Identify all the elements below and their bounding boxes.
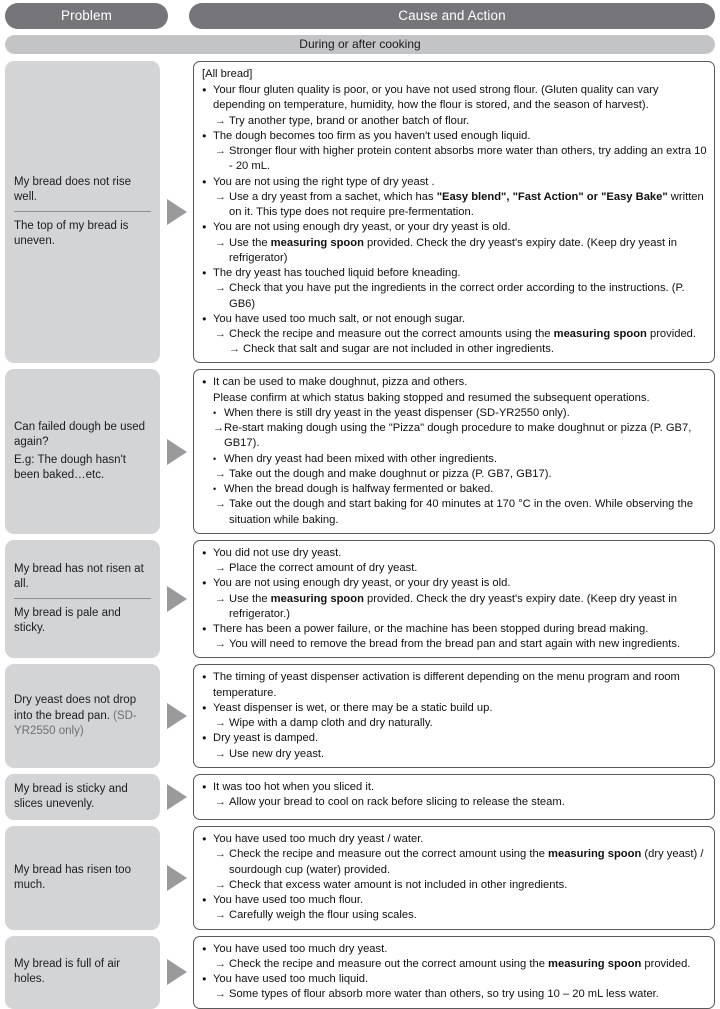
arrow-right-text-icon [213,421,224,436]
cause-item [202,312,707,327]
arrow-right-text-icon [215,957,229,972]
problem-text: My bread has risen too much. [14,863,131,891]
problem-text: Can failed dough be used again? [14,420,146,448]
cause-item [202,452,707,467]
cause-item [202,780,707,795]
bullet-icon [202,701,213,716]
arrow-right-text-icon [215,144,229,159]
row-arrow-container [160,61,193,363]
cause-item-text: Check that salt and sugar are not included in other ingredients. [243,343,554,356]
cause-item [202,893,707,908]
cause-item-text: There has been a power failure, or the machine has been stopped during bread making. [213,622,649,635]
cause-item [202,421,707,451]
problem-text: E.g: The dough hasn't been baked…etc. [14,454,126,482]
cause-item [202,747,707,762]
bullet-icon [202,576,213,591]
problem-cell [5,664,160,767]
bullet-icon [202,175,213,190]
problem-divider [14,598,151,599]
cause-item-text: You have used too much liquid. [213,973,369,986]
cause-item-text: You did not use dry yeast. [213,546,342,559]
arrow-right-text-icon [215,114,229,129]
cause-item-text: It can be used to make doughnut, pizza and others. [213,376,468,389]
dot-icon [213,406,224,421]
cause-item-text: Check the recipe and measure out the correct amount using the measuring spoon (dry yeast) / sourdough cup (water) provided. [229,848,704,876]
table-header-row [0,0,720,29]
cause-item [202,546,707,561]
arrow-right-text-icon [215,561,229,576]
problem-cell [5,369,160,533]
row-arrow-container [160,369,193,533]
cause-item-text: Use a dry yeast from a sachet, which has "Easy blend", "Fast Action" or "Easy Bake" written on it. This type does not require pre-fermentation. [229,190,704,219]
problem-text: Dry yeast does not drop into the bread pan. (SD-YR2550 only) [14,694,137,737]
cause-item [202,622,707,637]
problem-divider [14,211,151,212]
dot-icon [213,452,224,467]
cause-item-text: You will need to remove the bread from the bread pan and start again with new ingredients. [229,638,681,651]
cause-item [202,942,707,957]
header-problem: Problem [5,3,168,29]
cause-item [202,266,707,281]
problem-cell [5,774,160,820]
cause-item-text: Some types of flour absorb more water than others, so try using 10 – 20 mL less water. [229,988,659,1001]
cause-item [202,129,707,144]
troubleshooting-row [5,774,715,820]
arrow-right-icon [167,784,187,810]
arrow-right-text-icon [215,795,229,810]
row-arrow-container [160,540,193,659]
troubleshooting-row [5,540,715,659]
problem-cell [5,61,160,363]
troubleshooting-row [5,369,715,533]
cause-item-text: Carefully weigh the flour using scales. [229,909,417,922]
row-arrow-container [160,774,193,820]
cause-item-text: The dough becomes too firm as you haven't used enough liquid. [213,129,531,142]
cause-and-action-cell [193,774,715,820]
bullet-icon [202,942,213,957]
arrow-right-text-icon [215,236,229,251]
cause-item-text: When the bread dough is halfway fermented or baked. [224,483,494,496]
cause-item [202,114,707,129]
problem-cell [5,936,160,1009]
cause-item-text: When dry yeast had been mixed with other ingredients. [224,452,498,465]
cause-item [202,190,707,220]
cause-and-action-cell [193,61,715,363]
arrow-right-text-icon [215,878,229,893]
bullet-icon [202,83,213,98]
arrow-right-icon [167,586,187,612]
section-bar-during-or-after-cooking: During or after cooking [5,35,715,54]
cause-item [202,467,707,482]
problem-text: My bread is sticky and slices unevenly. [14,782,128,811]
arrow-right-icon [167,703,187,729]
cause-item [202,987,707,1002]
arrow-right-text-icon [215,467,229,482]
cause-item-text: Use the measuring spoon provided. Check the dry yeast's expiry date. (Keep dry yeast in refrigerator.) [229,592,677,620]
cause-item-text: Try another type, brand or another batch of flour. [229,114,470,127]
bullet-icon [202,893,213,908]
cause-item-text: Check that excess water amount is not included in other ingredients. [229,878,568,891]
problem-text: My bread is full of air holes. [14,957,121,986]
cause-item [202,342,707,357]
cause-item-text: Allow your bread to cool on rack before slicing to release the steam. [229,796,565,809]
cause-item [202,832,707,847]
cause-item-text: Take out the dough and start baking for 40 minutes at 170 °C in the oven. While observing the situation while baking. [229,498,694,526]
row-arrow-container [160,664,193,767]
cause-item-text: Stronger flour with higher protein content absorbs more water than others, try adding an extra 10 - 20 mL. [229,145,707,173]
cause-item-text: The timing of yeast dispenser activation is different depending on the menu program and room temperature. [213,671,680,699]
bullet-icon [202,129,213,144]
problem-text: My bread does not rise well. [14,175,131,204]
header-cause-and-action: Cause and Action [189,3,715,29]
cause-item-text: You are not using the right type of dry yeast . [213,175,435,188]
cause-item-text: Use the measuring spoon provided. Check the dry yeast's expiry date. (Keep dry yeast in refrigerator) [229,236,677,264]
bullet-icon [202,546,213,561]
bullet-icon [202,312,213,327]
cause-item [202,701,707,716]
cause-item-text: Please confirm at which status baking stopped and resumed the subsequent operations. [213,391,650,404]
dot-icon [213,482,224,497]
arrow-right-text-icon [215,747,229,762]
bullet-icon [202,220,213,235]
cause-and-action-cell [193,540,715,659]
arrow-right-icon [167,199,187,225]
cause-item [202,281,707,311]
arrow-right-text-icon [215,497,229,512]
arrow-right-icon [167,865,187,891]
cause-and-action-cell [193,826,715,929]
cause-item [202,375,707,390]
cause-item-text: The dry yeast has touched liquid before kneading. [213,267,461,280]
cause-and-action-cell [193,369,715,533]
arrow-right-text-icon [215,637,229,652]
bullet-icon [202,375,213,390]
cause-item-text: It was too hot when you sliced it. [213,780,375,793]
arrow-right-text-icon [229,342,243,357]
bullet-icon [202,780,213,795]
arrow-right-icon [167,439,187,465]
cause-item [202,957,707,972]
cause-item [202,482,707,497]
cause-item [202,406,707,421]
arrow-right-text-icon [215,190,229,205]
cause-item [202,731,707,746]
cause-item-text: You have used too much salt, or not enough sugar. [213,312,466,325]
troubleshooting-rows [0,61,720,1009]
problem-text: My bread has not risen at all. [14,562,144,590]
troubleshooting-row [5,61,715,363]
arrow-right-text-icon [215,987,229,1002]
cause-item [202,327,707,342]
cause-item-text: Take out the dough and make doughnut or pizza (P. GB7, GB17). [229,467,552,480]
bullet-icon [202,972,213,987]
cause-item-text: You have used too much flour. [213,894,364,907]
troubleshooting-row [5,664,715,767]
arrow-right-text-icon [215,592,229,607]
cause-item-text: Use new dry yeast. [229,747,325,760]
cause-item-text: You have used too much dry yeast / water. [213,833,424,846]
cause-item [202,144,707,174]
arrow-right-text-icon [215,716,229,731]
bullet-icon [202,622,213,637]
problem-text: The top of my bread is uneven. [14,220,129,248]
bullet-icon [202,731,213,746]
problem-cell [5,826,160,929]
cause-item [202,670,707,700]
cause-item-text: Check the recipe and measure out the correct amounts using the measuring spoon provided. [229,327,697,340]
cause-and-action-cell [193,936,715,1009]
cause-item-text: You are not using enough dry yeast, or your dry yeast is old. [213,577,511,590]
cause-item-text: Check that you have put the ingredients in the correct order according to the instructions. (P. GB6) [229,282,685,310]
row-arrow-container [160,826,193,929]
cause-item-text: When there is still dry yeast in the yeast dispenser (SD-YR2550 only). [224,406,570,419]
troubleshooting-row [5,936,715,1009]
cause-and-action-cell [193,664,715,767]
problem-cell [5,540,160,659]
cause-item [202,561,707,576]
cause-item [202,592,707,622]
cause-item [202,716,707,731]
arrow-right-text-icon [215,327,229,342]
cause-item [202,972,707,987]
arrow-right-icon [167,959,187,985]
cause-item-text: Wipe with a damp cloth and dry naturally. [229,717,433,730]
cause-lead-label: [All bread] [202,68,253,80]
bullet-icon [202,832,213,847]
cause-item-text: Yeast dispenser is wet, or there may be a static build up. [213,701,493,714]
cause-item-text: Your flour gluten quality is poor, or you have not used strong flour. (Gluten quality can vary depending on temperature, humidity, how the flour is stored, and the season of harvest). [213,84,659,112]
troubleshooting-row [5,826,715,929]
cause-item [202,391,707,406]
cause-item-text: Check the recipe and measure out the correct amount using the measuring spoon provided. [229,957,691,970]
problem-text: My bread is pale and sticky. [14,607,121,635]
cause-item [202,220,707,235]
cause-item-text: Dry yeast is damped. [213,732,319,745]
cause-item-text: You have used too much dry yeast. [213,942,388,955]
cause-item [202,576,707,591]
cause-item [202,637,707,652]
cause-item [202,175,707,190]
bullet-icon [202,670,213,685]
bullet-icon [202,266,213,281]
cause-item [202,236,707,266]
cause-item [202,497,707,527]
cause-item [202,878,707,893]
row-arrow-container [160,936,193,1009]
cause-item-text: You are not using enough dry yeast, or your dry yeast is old. [213,221,511,234]
cause-item [202,847,707,877]
arrow-right-text-icon [215,281,229,296]
cause-item-text: Re-start making dough using the "Pizza" dough procedure to make doughnut or pizza (P. GB7, GB17). [224,422,692,450]
arrow-right-text-icon [215,847,229,862]
cause-item [202,795,707,810]
cause-item-text: Place the correct amount of dry yeast. [229,562,418,575]
cause-item [202,83,707,113]
